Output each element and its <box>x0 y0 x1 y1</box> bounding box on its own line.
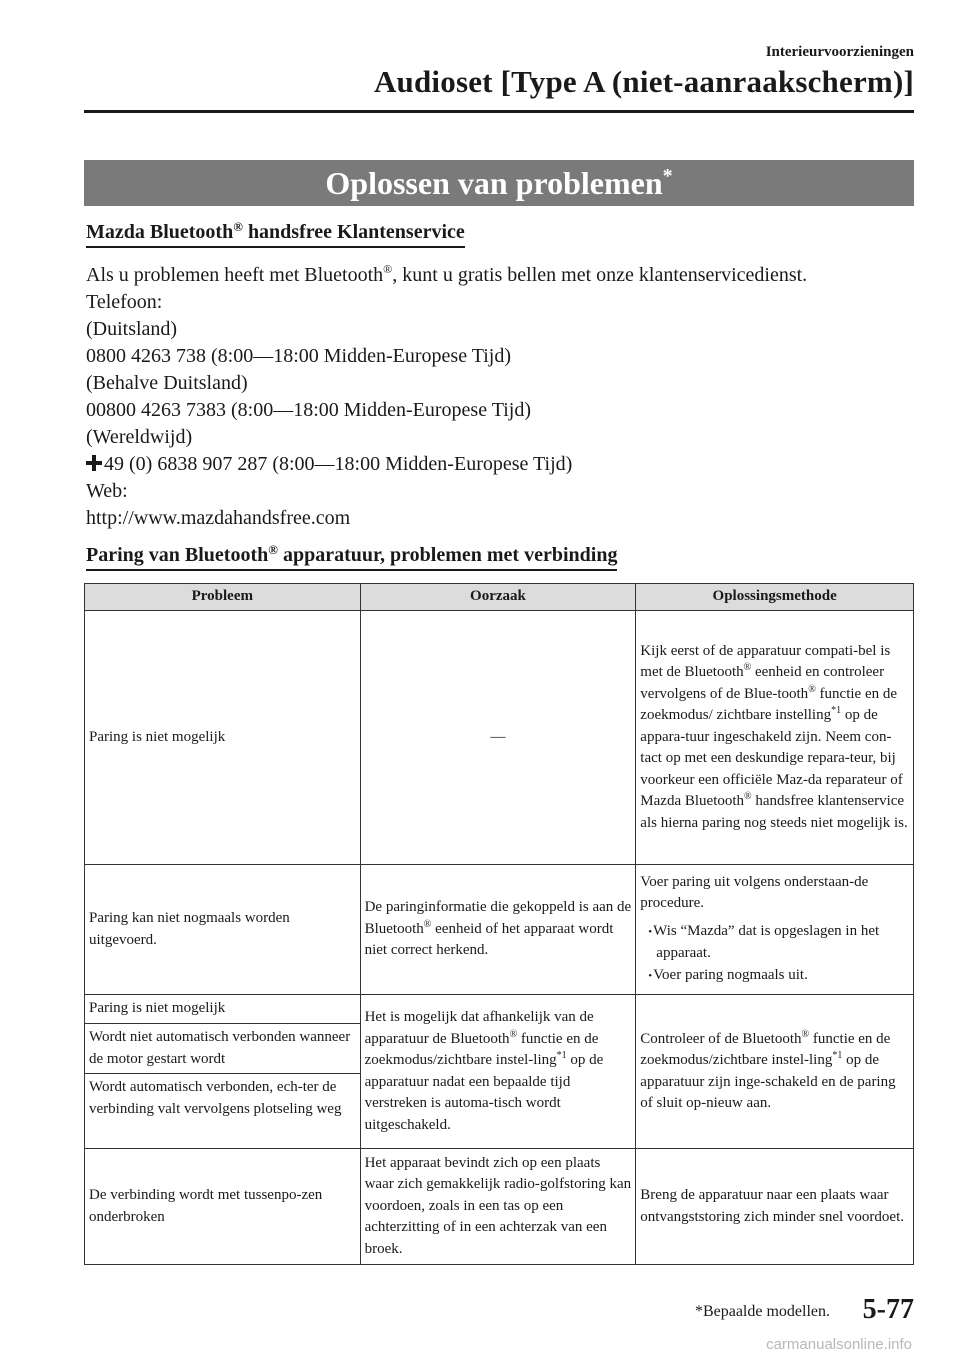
table-row <box>85 865 914 995</box>
problem-cell: Paring is niet mogelijk <box>85 611 361 865</box>
pairing-heading <box>86 544 617 571</box>
web-label: Web: <box>86 480 128 502</box>
column-header-solution: Oplossingsmethode <box>636 584 914 611</box>
problem-cell: De verbinding wordt met tussenpo-zen onderbroken <box>85 1149 361 1265</box>
region-worldwide: (Wereldwijd) <box>86 426 193 448</box>
cause-cell: De paringinformatie die gekoppeld is aan de Bluetooth® eenheid of het apparaat wordt niet correct herkend. <box>360 865 636 995</box>
cause-cell: Het is mogelijk dat afhankelijk van de apparatuur de Bluetooth® functie en de zoekmodus/zichtbare instel-ling$^{*1}$ op de apparatuur nadat een bepaalde tijd verstreken is automa-tisch wordt uitgeschakeld. <box>360 995 636 1149</box>
header-divider <box>84 110 914 113</box>
section-banner <box>84 160 914 206</box>
region-germany: (Duitsland) <box>86 318 178 340</box>
troubleshooting-table <box>84 583 914 1265</box>
watermark: carmanualsonline.info <box>766 1336 912 1353</box>
heading-text: handsfree Klantenservice <box>242 221 465 243</box>
page-number: 5-77 <box>862 1294 914 1325</box>
column-header-cause: Oorzaak <box>360 584 636 611</box>
table-row <box>85 1149 914 1265</box>
column-header-problem: Probleem <box>85 584 361 611</box>
solution-cell <box>636 865 914 995</box>
phone-germany: 0800 4263 738 (8:00―18:00 Midden-Europese Tijd) <box>86 345 511 367</box>
heading-text: Mazda Bluetooth <box>86 221 234 243</box>
banner-asterisk: * <box>662 165 673 187</box>
table-header-row <box>85 584 914 611</box>
banner-title: Oplossen van problemen <box>325 165 663 201</box>
heading-text: apparatuur, problemen met verbinding <box>277 544 618 566</box>
solution-cell: Controleer of de Bluetooth® functie en de zoekmodus/zichtbare instel-ling$^{*1}$ op de apparatuur zijn inge-schakeld en de paring of sluit op-nieuw aan. <box>636 995 914 1149</box>
solution-intro: Voer paring uit volgens onderstaan-de procedure. <box>640 873 869 912</box>
table-row <box>85 995 914 1024</box>
list-item: • Voer paring nogmaals uit. <box>640 965 909 988</box>
solution-steps <box>640 921 909 988</box>
phone-worldwide: 49 (0) 6838 907 287 (8:00―18:00 Midden-Europese Tijd) <box>86 451 926 478</box>
phone-except-germany: 00800 4263 7383 (8:00―18:00 Midden-Europese Tijd) <box>86 399 531 421</box>
page-header-title: Audioset [Type A (niet-aanraakscherm)] <box>373 64 914 99</box>
footnote: *Bepaalde modellen. <box>694 1303 830 1320</box>
problem-cell: Wordt automatisch verbonden, ech-ter de verbinding valt vervolgens plotseling weg <box>85 1074 361 1149</box>
phone-label: Telefoon: <box>86 291 163 313</box>
plus-icon <box>86 455 102 471</box>
problem-cell: Wordt niet automatisch verbonden wanneer de motor gestart wordt <box>85 1024 361 1074</box>
registered-mark: ® <box>233 219 243 234</box>
problem-cell: Paring is niet mogelijk <box>85 995 361 1024</box>
heading-text: Paring van Bluetooth <box>86 544 269 566</box>
chapter-category: Interieurvoorzieningen <box>765 44 914 60</box>
cause-cell: Het apparaat bevindt zich op een plaats waar zich gemakkelijk radio-golfstoring kan voordoen, zoals in een tas op een achterzitting of in een achterzak van een broek. <box>360 1149 636 1265</box>
table-row <box>85 611 914 865</box>
intro-text: Als u problemen heeft met Bluetooth®, kunt u gratis bellen met onze klantenservicedienst. <box>86 262 808 286</box>
solution-cell: Breng de apparatuur naar een plaats waar ontvangststoring zich minder snel voordoet. <box>636 1149 914 1265</box>
customer-service-heading <box>86 221 465 248</box>
web-url-link[interactable]: http://www.mazdahandsfree.com <box>86 507 351 529</box>
registered-mark: ® <box>268 542 278 557</box>
solution-cell: Kijk eerst of de apparatuur compati-bel is met de Bluetooth® eenheid en controleer vervolgens of de Blue-tooth® functie en de zoekmodus/ zichtbare instelling$^{*1}$ op de appara-tuur ingeschakeld zijn. Neem con-tact op met een deskundige repara-teur, bij voorkeur een officiële Maz-da reparateur of Mazda Bluetooth® handsfree klantenservice als hierna paring nog steeds niet mogelijk is. <box>636 611 914 865</box>
list-item: • Wis “Mazda” dat is opgeslagen in het apparaat. <box>640 921 909 965</box>
cause-cell: ― <box>360 611 636 865</box>
customer-service-body <box>86 262 926 532</box>
region-except-germany: (Behalve Duitsland) <box>86 372 248 394</box>
problem-cell: Paring kan niet nogmaals worden uitgevoerd. <box>85 865 361 995</box>
